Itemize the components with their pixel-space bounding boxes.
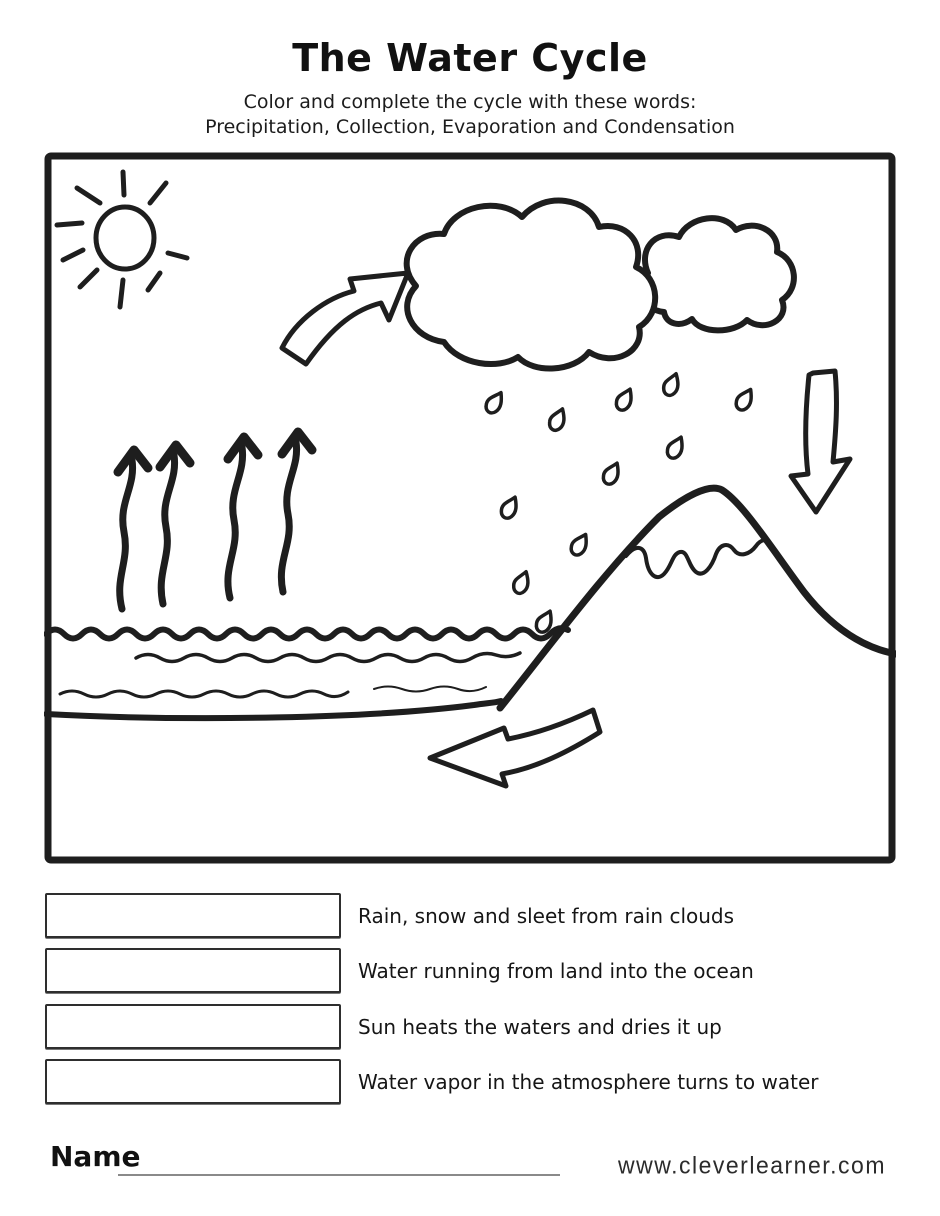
answer-clue-3: Sun heats the waters and dries it up: [358, 1014, 722, 1039]
raindrops-icon: [483, 371, 756, 634]
instructions-line2: Precipitation, Collection, Evaporation and Condensation: [205, 116, 735, 138]
collection-arrow-icon: [430, 710, 600, 786]
answer-clue-4: Water vapor in the atmosphere turns to water: [358, 1069, 819, 1094]
answer-row-4: [45, 1059, 818, 1104]
sun-icon: [57, 172, 187, 307]
precipitation-arrow-icon: [791, 371, 850, 512]
answer-clue-1: Rain, snow and sleet from rain clouds: [358, 903, 735, 928]
answer-box-2[interactable]: [45, 948, 341, 993]
water-cycle-illustration: [44, 152, 896, 864]
ocean-waves-icon: [46, 628, 568, 718]
name-line[interactable]: [118, 1146, 560, 1176]
answer-box-1[interactable]: [45, 893, 341, 938]
rain-cloud-small-icon: [640, 218, 794, 330]
page-title: The Water Cycle: [292, 36, 648, 80]
answer-box-4[interactable]: [45, 1059, 341, 1104]
instructions-line1: Color and complete the cycle with these words:: [243, 91, 697, 113]
name-label: Name: [50, 1140, 141, 1173]
evaporation-arrows-icon: [118, 432, 312, 609]
condensation-arrow-icon: [282, 273, 408, 364]
website-url: www.cleverlearner.com: [618, 1151, 886, 1179]
answer-row-2: [45, 948, 754, 993]
answer-row-1: [45, 893, 734, 938]
answer-box-3[interactable]: [45, 1004, 341, 1049]
answer-row-3: [45, 1004, 722, 1049]
answer-clue-2: Water running from land into the ocean: [358, 958, 754, 983]
worksheet-header: [0, 36, 940, 140]
rain-cloud-large-icon: [407, 201, 656, 369]
snow-cap-line: [626, 540, 766, 577]
snow-capped-mountain-icon: [500, 488, 896, 708]
